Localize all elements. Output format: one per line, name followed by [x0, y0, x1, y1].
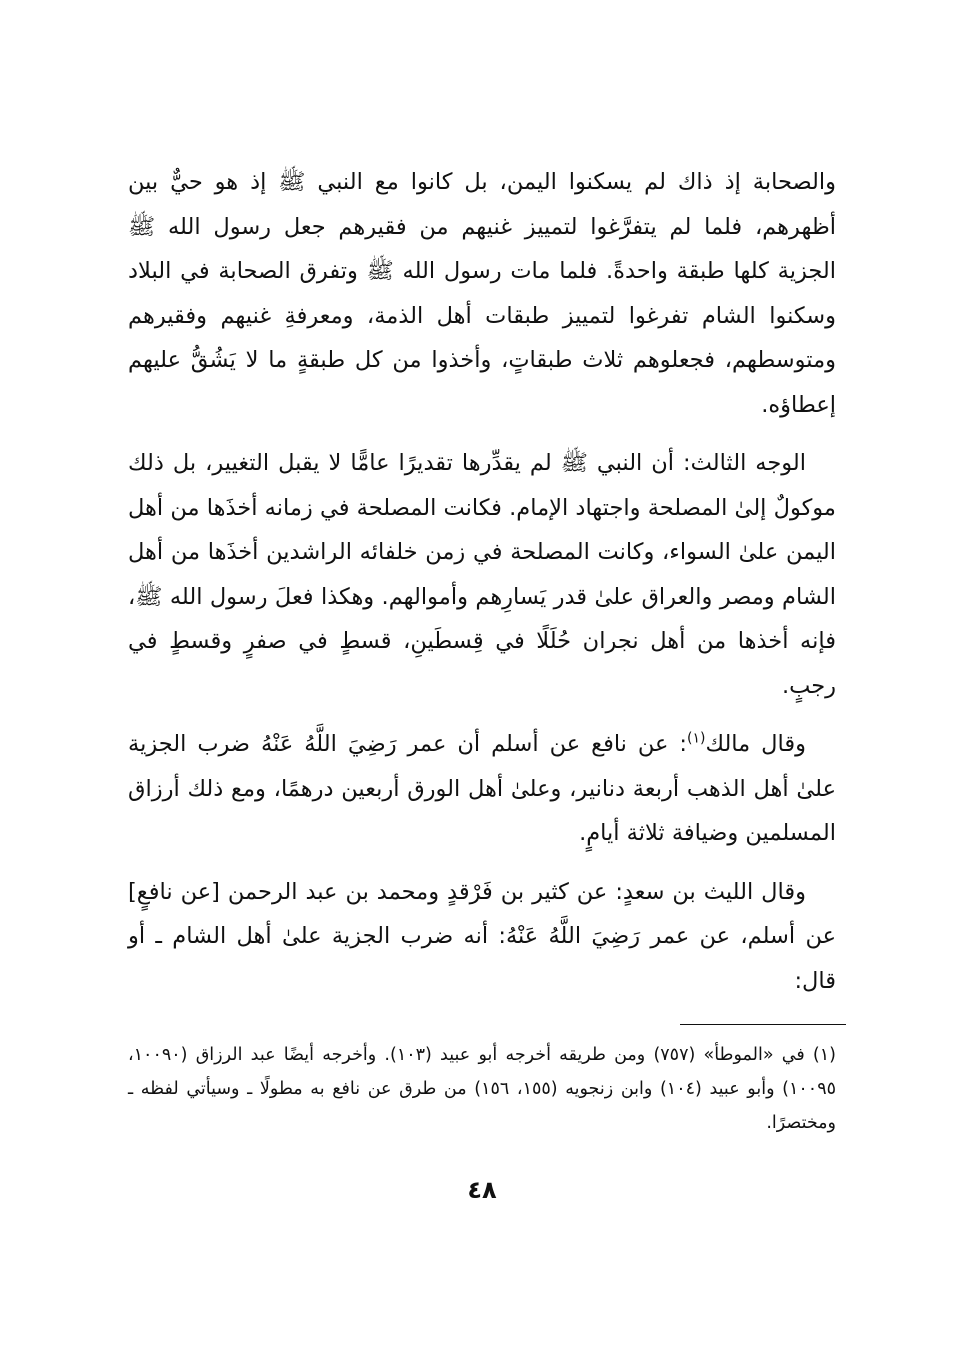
paragraph-3-rest: : عن نافع عن أسلم أن عمر رَضِيَ اللَّهُ عَنْهُ ضرب الجزية علىٰ أهل الذهب أربعة دنانير، وعلىٰ أهل الورق أربعين درهمًا، ومع ذلك أرزاق المسلمين وضيافة ثلاثة أيامٍ. [128, 731, 836, 846]
paragraph-1: والصحابة إذ ذاك لم يسكنوا اليمن، بل كانوا مع النبي ﷺ إذ هو حيٌّ بين أظهرهم، فلما لم يتفرَّغوا لتمييز غنيهم من فقيرهم جعل رسول الله ﷺ الجزية كلها طبقة واحدةً. فلما مات رسول الله ﷺ وتفرق الصحابة في البلاد وسكنوا الشام تفرغوا لتمييز طبقات أهل الذمة، ومعرفةِ غنيهم وفقيرهم ومتوسطهم، فجعلوهم ثلاث طبقاتٍ، وأخذوا من كل طبقةٍ ما لا يَشُقُّ عليهم إعطاؤه. [128, 169, 836, 418]
paragraph-3 [128, 722, 836, 856]
footnote-1: (١) في «الموطأ» (٧٥٧) ومن طريقه أخرجه أبو عبيد (١٠٣). وأخرجه أيضًا عبد الرزاق (١٠٠٩٠، ١٠٠٩٥) وأبو عبيد (١٠٤) وابن زنجويه (١٥٥، ١٥٦) من طرق عن نافع به مطولًا ـ وسيأتي لفظه ـ ومختصرًا. [128, 1045, 836, 1133]
main-text [128, 160, 836, 1017]
footnote-divider [680, 1024, 846, 1025]
paragraph-4: وقال الليث بن سعدٍ: عن كثير بن فَرْقدٍ ومحمد بن عبد الرحمن [عن نافعٍ] عن أسلم، عن عمر رَضِيَ اللَّهُ عَنْهُ: أنه ضرب الجزية علىٰ أهل الشام ـ أو قال: [128, 878, 836, 994]
page-number: ٤٨ [467, 1176, 497, 1204]
paragraph-2: الوجه الثالث: أن النبي ﷺ لم يقدِّرها تقديرًا عامًّا لا يقبل التغيير، بل ذلك موكولٌ إلىٰ المصلحة واجتهاد الإمام. فكانت المصلحة في زمانه أخذَها من أهل اليمن علىٰ السواء، وكانت المصلحة في زمن خلفائه الراشدين أخذَها من أهل الشام ومصر والعراق علىٰ قدر يَسارِهم وأموالهم. وهكذا فعلَ رسول الله ﷺ، فإنه أخذها من أهل نجران حُلَلًا في قِسطَينِ، قسطٍ في صفرٍ وقسطٍ في رجبٍ. [128, 450, 836, 699]
footnote-reference[interactable]: (١) [687, 730, 706, 747]
paragraph-3-start: وقال مالك [705, 731, 806, 757]
